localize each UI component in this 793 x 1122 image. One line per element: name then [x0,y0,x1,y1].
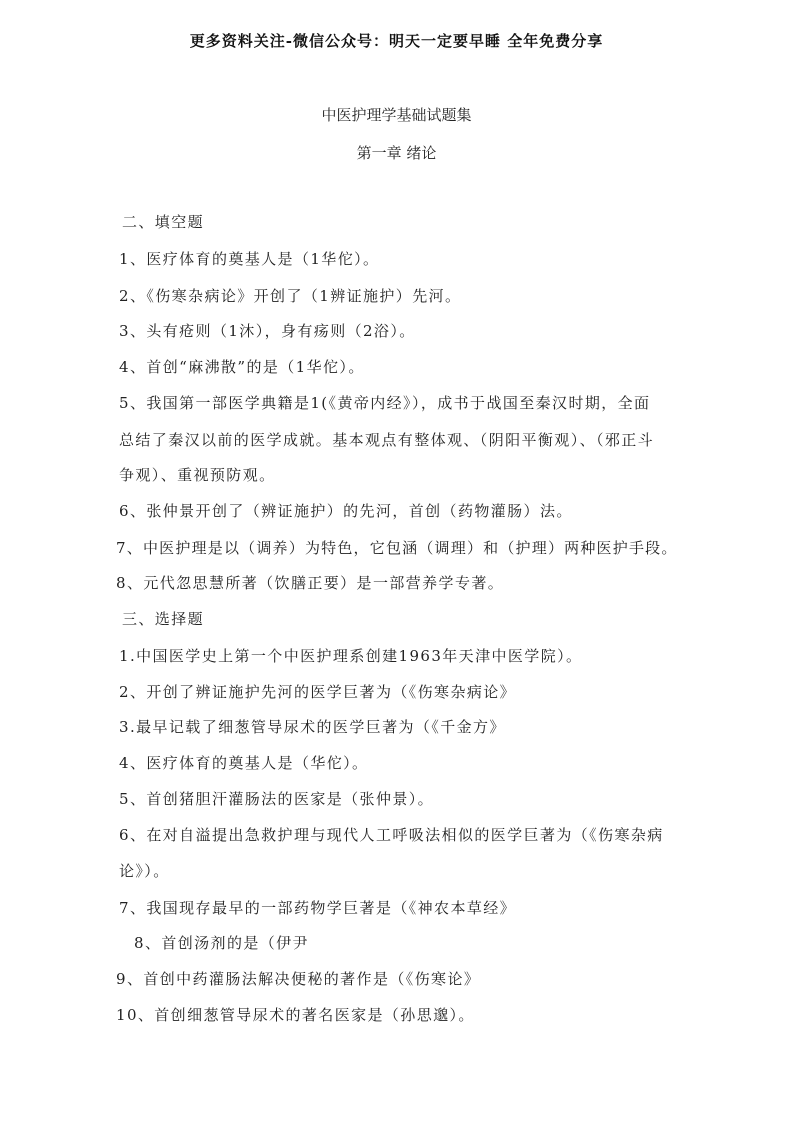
section-heading-multiple-choice: 三、选择题 [122,610,205,628]
question-line: 论》）。 [119,862,170,880]
question-line: 争观）、重视预防观。 [119,466,276,484]
question-line: 5、我国第一部医学典籍是1(《黄帝内经》），成书于战国至秦汉时期，全面 [119,394,651,412]
question-line: 2、开创了辨证施护先河的医学巨著为（《伤寒杂病论》 [119,683,517,701]
header-banner: 更多资料关注-微信公众号：明天一定要早睡 全年免费分享 [189,32,604,50]
question-line: 9、首创中药灌肠法解决便秘的著作是（《伤寒论》 [116,970,481,988]
question-line: 10、首创细葱管导尿术的著名医家是（孙思邈）。 [116,1006,475,1024]
question-line: 3.最早记载了细葱管导尿术的医学巨著为（《千金方》 [119,718,506,736]
question-line: 3、头有疮则（1沐），身有疡则（2浴）。 [119,322,416,340]
question-line: 8、元代忽思慧所著（饮膳正要）是一部营养学专著。 [116,574,505,592]
question-line: 8、首创汤剂的是（伊尹 [134,934,309,952]
chapter-title: 第一章 绪论 [356,144,437,162]
question-line: 总结了秦汉以前的医学成就。基本观点有整体观、（阴阳平衡观）、（邪正斗 [119,431,655,449]
section-heading-fill-blank: 二、填空题 [122,213,205,231]
question-line: 5、首创猪胆汗灌肠法的医家是（张仲景）。 [119,790,435,808]
question-line: 6、张仲景开创了（辨证施护）的先河，首创（药物灌肠）法。 [119,502,573,520]
document-title: 中医护理学基础试题集 [321,106,472,124]
question-line: 7、我国现存最早的一部药物学巨著是（《神农本草经》 [119,899,517,917]
question-line: 1、医疗体育的奠基人是（1华佗）。 [119,250,380,268]
question-line: 7、中医护理是以（调养）为特色，它包涵（调理）和（护理）两种医护手段。 [116,539,678,557]
question-line: 4、医疗体育的奠基人是（华佗）。 [119,754,369,772]
question-line: 4、首创“麻沸散”的是（1华佗）。 [119,358,365,376]
question-line: 6、在对自溢提出急救护理与现代人工呼吸法相似的医学巨著为（《伤寒杂病 [119,826,664,844]
question-line: 1.中国医学史上第一个中医护理系创建1963年天津中医学院）。 [119,647,583,665]
question-line: 2、《伤寒杂病论》开创了（1辨证施护）先河。 [119,287,462,305]
